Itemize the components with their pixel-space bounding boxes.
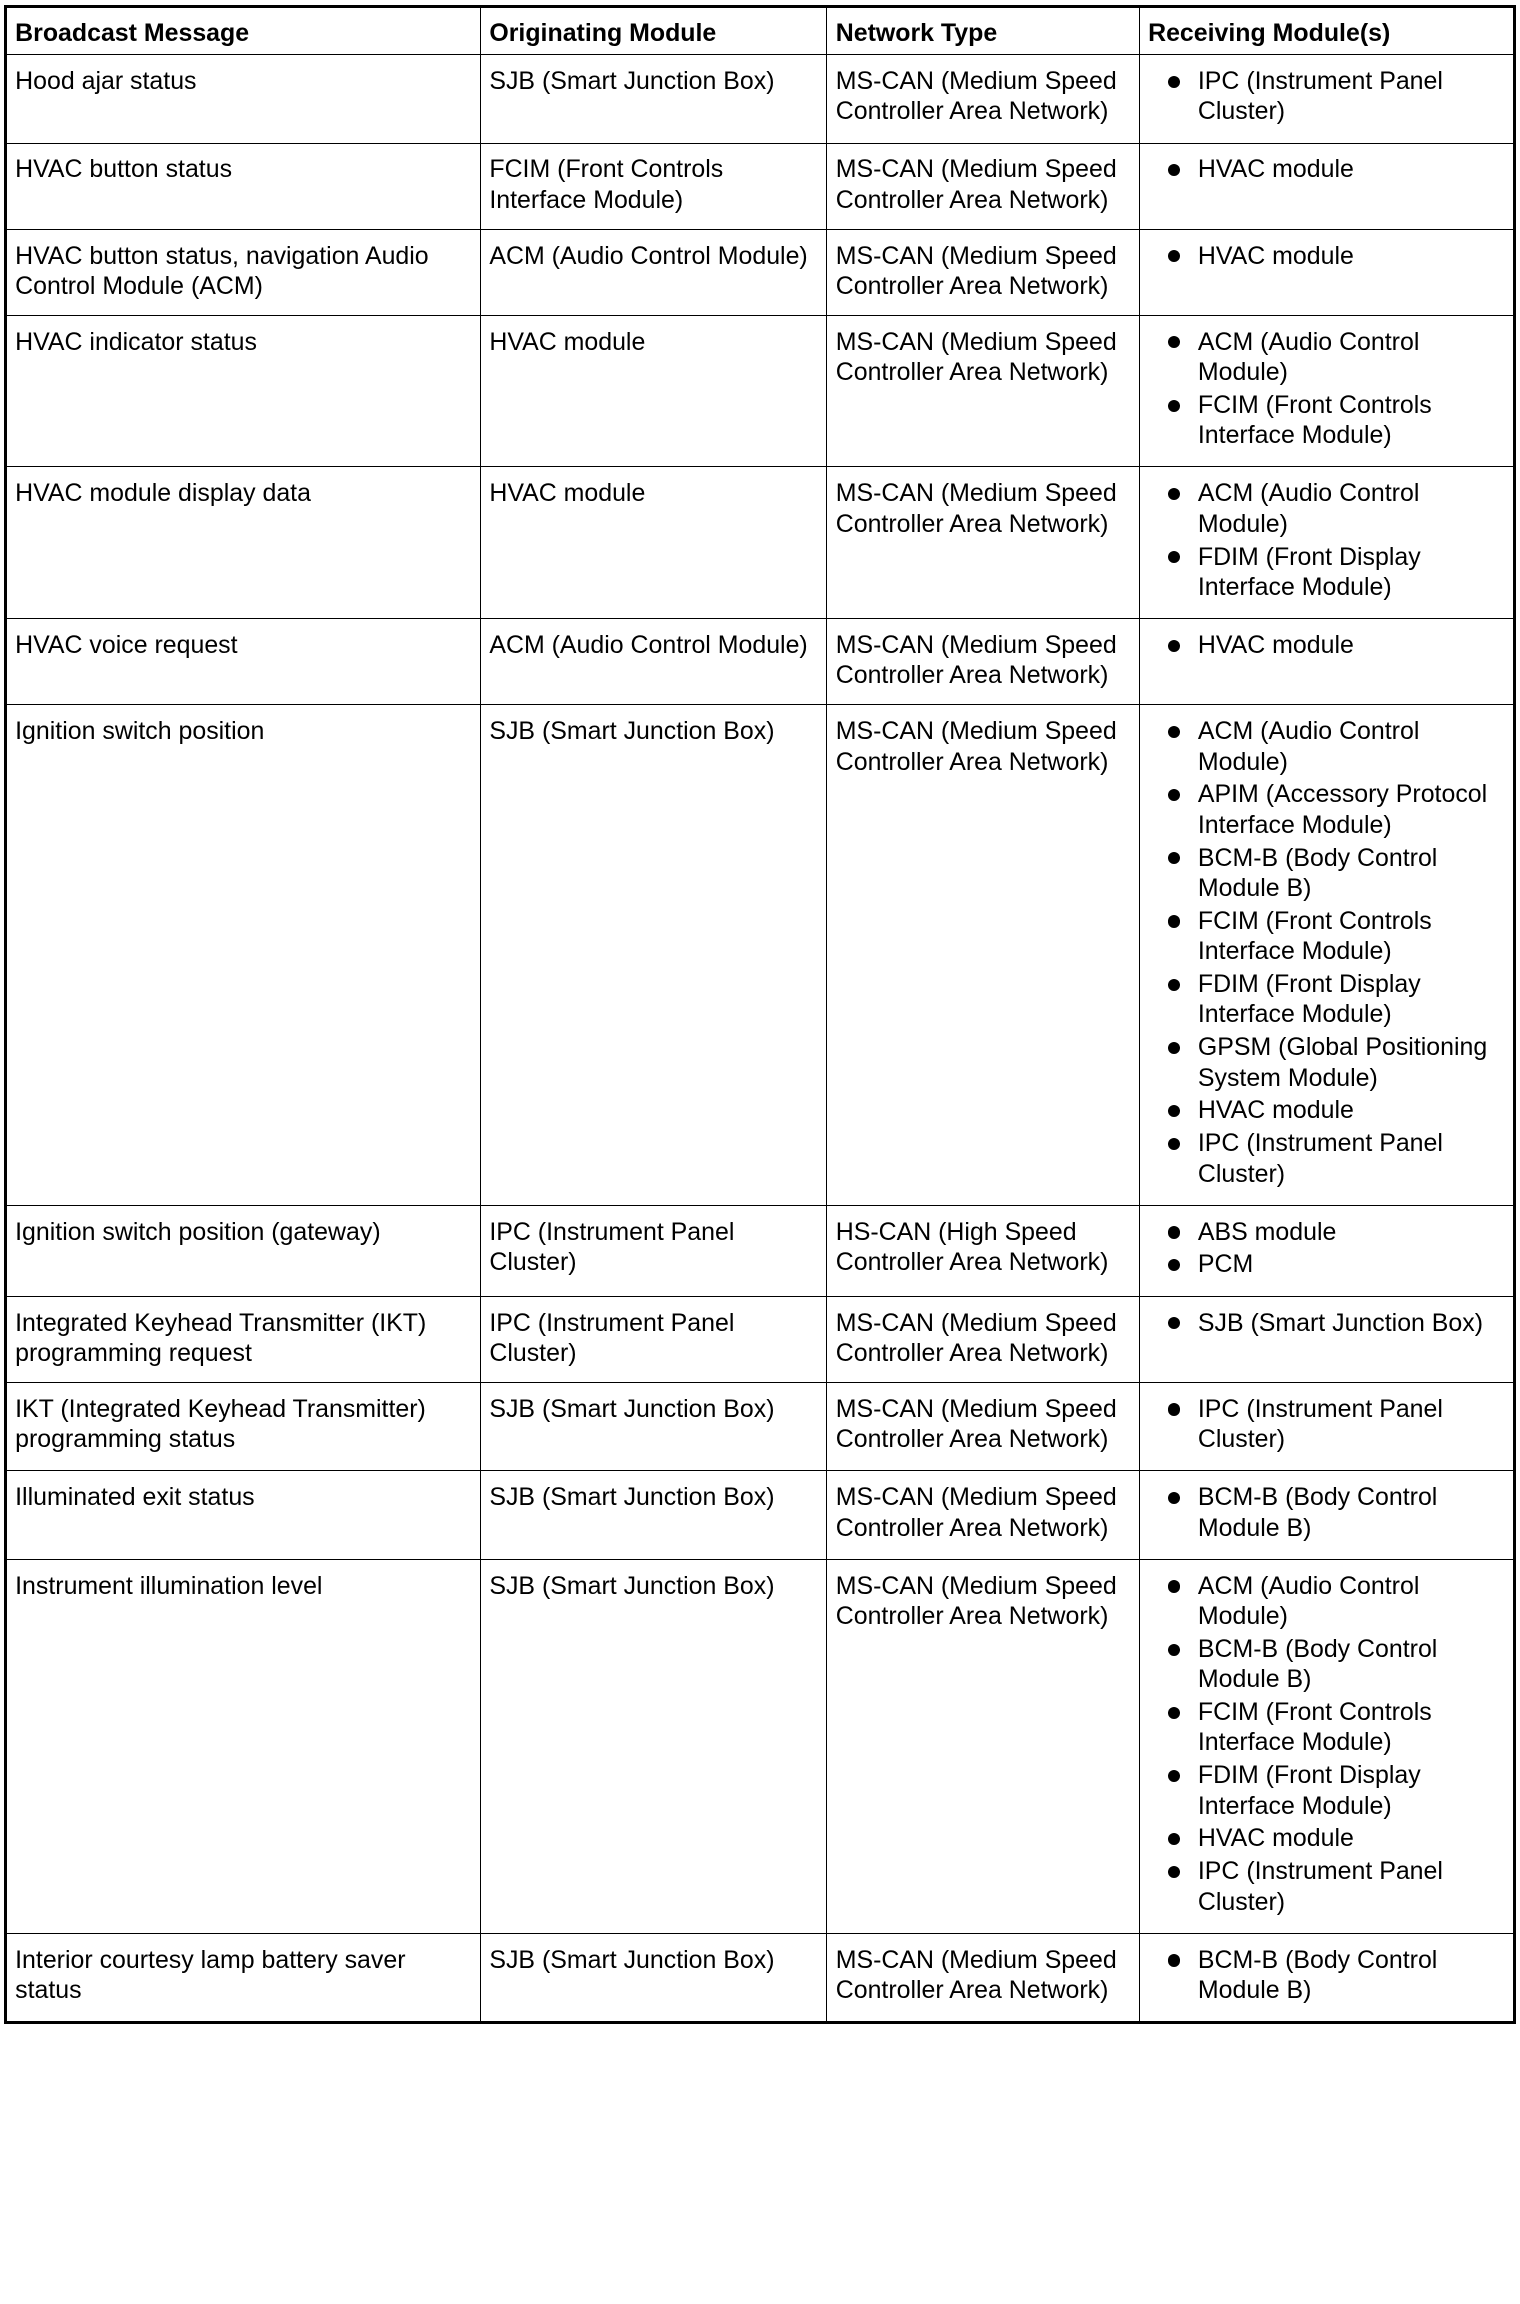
network-type-cell: MS-CAN (Medium Speed Controller Area Network): [827, 619, 1139, 705]
originating-module-cell: SJB (Smart Junction Box): [480, 705, 826, 1206]
broadcast-message-cell: IKT (Integrated Keyhead Transmitter) programming status: [5, 1382, 480, 1471]
header-network-type: Network Type: [827, 6, 1139, 54]
table-row: [5, 1471, 1514, 1560]
broadcast-message-cell: Integrated Keyhead Transmitter (IKT) programming request: [5, 1296, 480, 1382]
receiving-modules-cell: [1139, 315, 1515, 467]
network-type-cell: MS-CAN (Medium Speed Controller Area Network): [827, 1382, 1139, 1471]
receiving-module-item: APIM (Accessory Protocol Interface Module): [1164, 779, 1508, 840]
originating-module-cell: ACM (Audio Control Module): [480, 619, 826, 705]
broadcast-message-cell: Ignition switch position (gateway): [5, 1205, 480, 1296]
receiving-modules-cell: [1139, 229, 1515, 315]
receiving-module-item: ACM (Audio Control Module): [1164, 327, 1508, 388]
header-receiving-modules: Receiving Module(s): [1139, 6, 1515, 54]
table-body: [5, 55, 1514, 2023]
originating-module-cell: SJB (Smart Junction Box): [480, 1382, 826, 1471]
receiving-module-list: [1164, 478, 1508, 602]
receiving-modules-cell: [1139, 1559, 1515, 1933]
network-type-cell: MS-CAN (Medium Speed Controller Area Network): [827, 229, 1139, 315]
receiving-module-item: IPC (Instrument Panel Cluster): [1164, 1394, 1508, 1455]
receiving-module-item: FCIM (Front Controls Interface Module): [1164, 390, 1508, 451]
originating-module-cell: FCIM (Front Controls Interface Module): [480, 143, 826, 229]
receiving-module-item: BCM-B (Body Control Module B): [1164, 843, 1508, 904]
receiving-module-item: BCM-B (Body Control Module B): [1164, 1945, 1508, 2006]
broadcast-message-table: [4, 5, 1516, 2024]
network-type-cell: MS-CAN (Medium Speed Controller Area Network): [827, 1559, 1139, 1933]
table-row: [5, 1933, 1514, 2023]
originating-module-cell: IPC (Instrument Panel Cluster): [480, 1296, 826, 1382]
receiving-module-item: HVAC module: [1164, 1095, 1508, 1125]
broadcast-message-cell: HVAC button status: [5, 143, 480, 229]
table-row: [5, 315, 1514, 467]
table-row: [5, 619, 1514, 705]
receiving-modules-cell: [1139, 705, 1515, 1206]
receiving-modules-cell: [1139, 1933, 1515, 2023]
originating-module-cell: SJB (Smart Junction Box): [480, 1933, 826, 2023]
table-header-row: [5, 6, 1514, 54]
receiving-module-item: ABS module: [1164, 1217, 1508, 1247]
receiving-module-item: FDIM (Front Display Interface Module): [1164, 1760, 1508, 1821]
broadcast-message-cell: HVAC button status, navigation Audio Control Module (ACM): [5, 229, 480, 315]
broadcast-message-cell: HVAC module display data: [5, 467, 480, 619]
network-type-cell: MS-CAN (Medium Speed Controller Area Network): [827, 1296, 1139, 1382]
receiving-modules-cell: [1139, 55, 1515, 144]
receiving-module-list: [1164, 1308, 1508, 1338]
header-originating-module: Originating Module: [480, 6, 826, 54]
receiving-modules-cell: [1139, 143, 1515, 229]
receiving-modules-cell: [1139, 1296, 1515, 1382]
receiving-module-list: [1164, 154, 1508, 184]
receiving-module-item: IPC (Instrument Panel Cluster): [1164, 1128, 1508, 1189]
table-row: [5, 1382, 1514, 1471]
receiving-module-list: [1164, 66, 1508, 127]
table-row: [5, 55, 1514, 144]
receiving-module-list: [1164, 1394, 1508, 1455]
receiving-modules-cell: [1139, 1205, 1515, 1296]
receiving-module-list: [1164, 716, 1508, 1189]
broadcast-message-cell: Ignition switch position: [5, 705, 480, 1206]
receiving-module-list: [1164, 1217, 1508, 1280]
originating-module-cell: IPC (Instrument Panel Cluster): [480, 1205, 826, 1296]
network-type-cell: MS-CAN (Medium Speed Controller Area Network): [827, 315, 1139, 467]
receiving-module-list: [1164, 241, 1508, 271]
network-type-cell: MS-CAN (Medium Speed Controller Area Network): [827, 467, 1139, 619]
originating-module-cell: SJB (Smart Junction Box): [480, 55, 826, 144]
receiving-module-item: FCIM (Front Controls Interface Module): [1164, 906, 1508, 967]
receiving-module-item: HVAC module: [1164, 1823, 1508, 1853]
broadcast-message-cell: Illuminated exit status: [5, 1471, 480, 1560]
receiving-module-list: [1164, 327, 1508, 451]
receiving-modules-cell: [1139, 1382, 1515, 1471]
receiving-module-list: [1164, 1482, 1508, 1543]
header-broadcast-message: Broadcast Message: [5, 6, 480, 54]
network-type-cell: MS-CAN (Medium Speed Controller Area Network): [827, 143, 1139, 229]
originating-module-cell: HVAC module: [480, 467, 826, 619]
network-type-cell: HS-CAN (High Speed Controller Area Network): [827, 1205, 1139, 1296]
broadcast-message-cell: Hood ajar status: [5, 55, 480, 144]
receiving-module-item: BCM-B (Body Control Module B): [1164, 1482, 1508, 1543]
broadcast-message-cell: Instrument illumination level: [5, 1559, 480, 1933]
receiving-module-item: IPC (Instrument Panel Cluster): [1164, 66, 1508, 127]
receiving-module-item: ACM (Audio Control Module): [1164, 478, 1508, 539]
receiving-module-item: PCM: [1164, 1249, 1508, 1279]
network-type-cell: MS-CAN (Medium Speed Controller Area Network): [827, 1471, 1139, 1560]
table-row: [5, 705, 1514, 1206]
broadcast-message-cell: HVAC voice request: [5, 619, 480, 705]
table-row: [5, 143, 1514, 229]
receiving-module-list: [1164, 1945, 1508, 2006]
network-type-cell: MS-CAN (Medium Speed Controller Area Network): [827, 705, 1139, 1206]
originating-module-cell: ACM (Audio Control Module): [480, 229, 826, 315]
originating-module-cell: SJB (Smart Junction Box): [480, 1471, 826, 1560]
table-row: [5, 1205, 1514, 1296]
receiving-module-item: HVAC module: [1164, 154, 1508, 184]
receiving-modules-cell: [1139, 467, 1515, 619]
table-row: [5, 467, 1514, 619]
network-type-cell: MS-CAN (Medium Speed Controller Area Network): [827, 1933, 1139, 2023]
table-row: [5, 1296, 1514, 1382]
receiving-module-item: GPSM (Global Positioning System Module): [1164, 1032, 1508, 1093]
receiving-module-item: ACM (Audio Control Module): [1164, 1571, 1508, 1632]
originating-module-cell: SJB (Smart Junction Box): [480, 1559, 826, 1933]
table-row: [5, 229, 1514, 315]
receiving-modules-cell: [1139, 1471, 1515, 1560]
receiving-module-item: FCIM (Front Controls Interface Module): [1164, 1697, 1508, 1758]
receiving-modules-cell: [1139, 619, 1515, 705]
receiving-module-item: BCM-B (Body Control Module B): [1164, 1634, 1508, 1695]
network-type-cell: MS-CAN (Medium Speed Controller Area Network): [827, 55, 1139, 144]
receiving-module-item: ACM (Audio Control Module): [1164, 716, 1508, 777]
broadcast-message-cell: Interior courtesy lamp battery saver status: [5, 1933, 480, 2023]
table-row: [5, 1559, 1514, 1933]
originating-module-cell: HVAC module: [480, 315, 826, 467]
receiving-module-item: HVAC module: [1164, 630, 1508, 660]
receiving-module-list: [1164, 1571, 1508, 1917]
receiving-module-item: SJB (Smart Junction Box): [1164, 1308, 1508, 1338]
receiving-module-item: IPC (Instrument Panel Cluster): [1164, 1856, 1508, 1917]
receiving-module-item: FDIM (Front Display Interface Module): [1164, 542, 1508, 603]
receiving-module-item: FDIM (Front Display Interface Module): [1164, 969, 1508, 1030]
receiving-module-item: HVAC module: [1164, 241, 1508, 271]
broadcast-message-cell: HVAC indicator status: [5, 315, 480, 467]
receiving-module-list: [1164, 630, 1508, 660]
